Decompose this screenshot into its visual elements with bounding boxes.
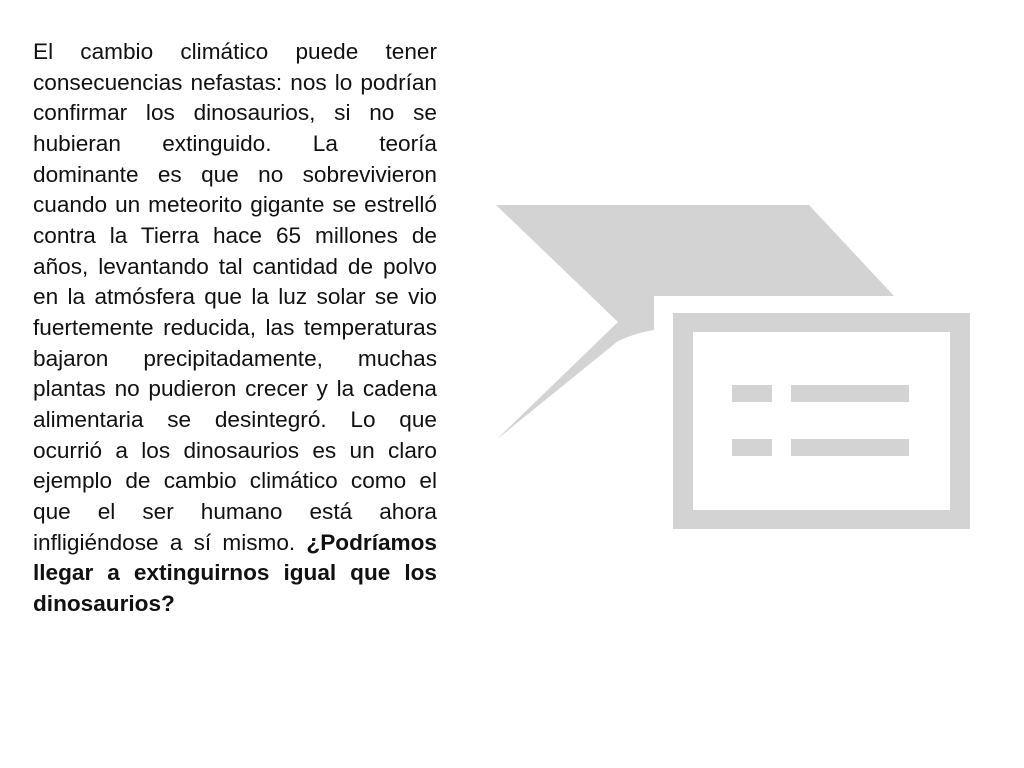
list-bullet-1 xyxy=(732,385,772,402)
body-paragraph xyxy=(33,37,437,619)
card-frame xyxy=(673,313,970,529)
list-line-1 xyxy=(791,385,909,402)
list-line-2 xyxy=(791,439,909,456)
list-bullet-2 xyxy=(732,439,772,456)
paragraph-text: El cambio climático puede tener consecuencias nefastas: nos lo podrían confirmar los dinosaurios, si no se hubieran extinguido. La teoría dominante es que no sobrevivieron cuando un meteorito gigante se estrelló contra la Tierra hace 65 millones de años, levantando tal cantidad de polvo en la atmósfera que la luz solar se vio fuertemente reducida, las temperaturas bajaron precipitadamente, muchas plantas no pudieron crecer y la cadena alimentaria se desintegró. Lo que ocurrió a los dinosaurios es un claro ejemplo de cambio climático como el que el ser humano está ahora infligiéndose a sí mismo. xyxy=(33,39,437,555)
slide-placeholder-icon xyxy=(496,205,971,530)
question-text: ¿Podríamos llegar a extinguirnos igual que los dinosaurios? xyxy=(33,529,437,616)
